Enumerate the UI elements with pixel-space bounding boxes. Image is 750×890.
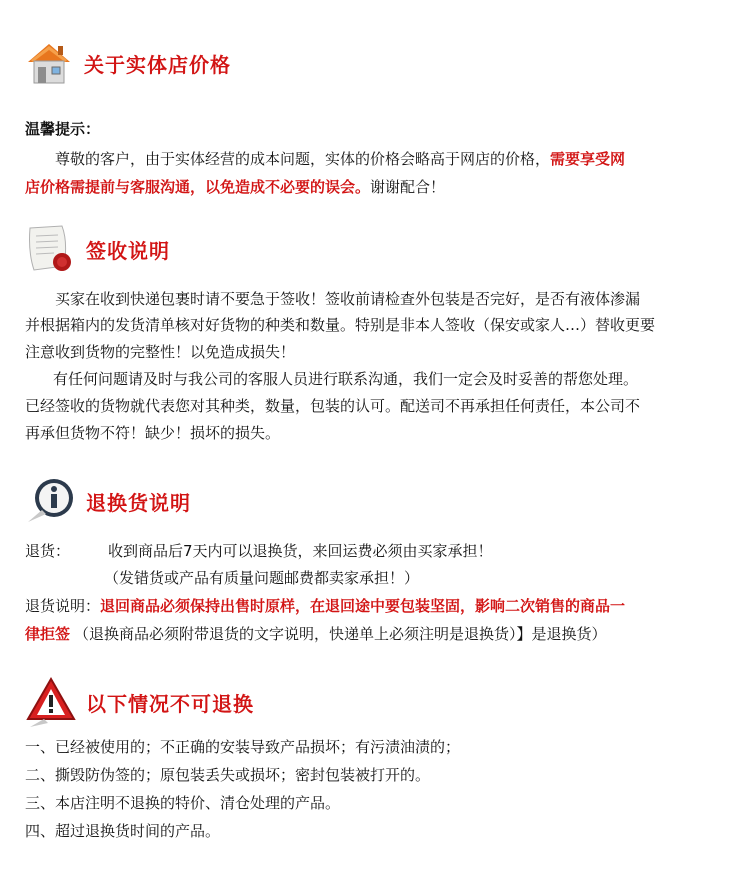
list-item: 三、本店注明不退换的特价、清仓处理的产品。 — [25, 794, 341, 812]
paragraph — [25, 174, 735, 200]
highlight-text: 退回商品必须保持出售时原样，在退回途中要包装坚固，影响二次销售的商品一 — [100, 597, 626, 615]
section-title: 关于实体店价格 — [84, 52, 231, 77]
house-icon — [22, 40, 76, 86]
section-title: 签收说明 — [86, 238, 170, 263]
list-item: 一、已经被使用的；不正确的安装导致产品损坏；有污渍油渍的； — [25, 738, 461, 756]
highlight-text: 店价格需提前与客服沟通，以免造成不必要的误会。 — [25, 178, 371, 196]
list-item: 四、超过退换货时间的产品。 — [25, 822, 221, 840]
paragraph-line: 有任何问题请及时与我公司的客服人员进行联系沟通，我们一定会及时妥善的帮您处理。 — [53, 370, 639, 388]
list-item: 二、撕毁防伪签的；原包装丢失或损坏；密封包装被打开的。 — [25, 766, 431, 784]
paragraph-line: 注意收到货物的完整性！以免造成损失！ — [25, 343, 296, 361]
section-header-receipt — [24, 222, 170, 276]
returns-line — [25, 621, 735, 647]
text: 收到商品后7天内可以退换货，来回运费必须由买家承担！ — [108, 542, 493, 560]
section-header-returns — [24, 474, 191, 528]
document-seal-icon — [24, 222, 78, 276]
label: 退货： — [25, 542, 71, 560]
paragraph — [25, 146, 735, 172]
warning-icon — [24, 675, 78, 729]
paragraph-line: 再承但货物不符！缺少！损坏的损失。 — [25, 424, 281, 442]
section-header-store-price — [22, 40, 231, 86]
returns-note: （发错货或产品有质量问题邮费都卖家承担！） — [104, 569, 420, 587]
highlight-text: 需要享受网 — [550, 150, 626, 168]
paragraph-line: 买家在收到快递包裹时请不要急于签收！签收前请检查外包装是否完好，是否有液体渗漏 — [55, 290, 641, 308]
text: 谢谢配合！ — [370, 178, 446, 196]
section-title: 以下情况不可退换 — [86, 691, 254, 716]
section-header-no-returns — [24, 675, 254, 729]
info-icon — [24, 474, 78, 528]
text: （退换商品必须附带退货的文字说明，快递单上必须注明是退换货）】是退换货） — [74, 625, 607, 643]
paragraph-line: 已经签收的货物就代表您对其种类，数量，包装的认可。配送司不再承担任何责任，本公司不 — [25, 397, 641, 415]
hint-label: 温馨提示： — [25, 120, 101, 138]
section-title: 退换货说明 — [86, 490, 191, 515]
text: 尊敬的客户，由于实体经营的成本问题，实体的价格会略高于网店的价格， — [55, 150, 551, 168]
label: 退货说明： — [25, 597, 101, 615]
highlight-text: 律拒签 — [25, 625, 71, 643]
returns-line — [25, 538, 735, 564]
paragraph-line: 并根据箱内的发货清单核对好货物的种类和数量。特别是非本人签收（保安或家人…）替收更要 — [25, 316, 656, 334]
returns-line — [25, 593, 735, 619]
